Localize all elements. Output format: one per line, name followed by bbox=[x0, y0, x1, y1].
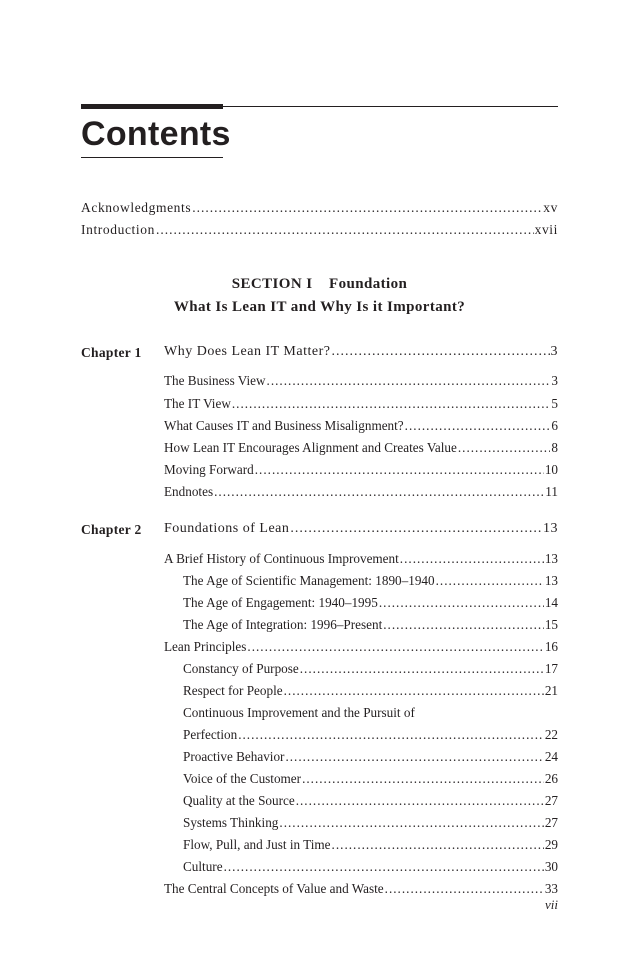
title-rule-thin bbox=[223, 106, 558, 107]
leader-dots bbox=[379, 595, 544, 611]
toc-entry-label: Introduction bbox=[81, 222, 155, 237]
toc-page-number: 3 bbox=[550, 344, 558, 359]
toc-entry-label: What Causes IT and Business Misalignment? bbox=[164, 418, 404, 433]
toc-subentry[interactable] bbox=[183, 661, 558, 677]
section-subheading: What Is Lean IT and Why Is it Important? bbox=[173, 299, 466, 315]
toc-subentry[interactable] bbox=[183, 683, 558, 699]
leader-dots bbox=[214, 484, 544, 500]
leader-dots bbox=[267, 373, 551, 389]
toc-entry-label: Lean Principles bbox=[164, 639, 247, 654]
toc-entry-label: The Age of Scientific Management: 1890–1940 bbox=[183, 573, 435, 588]
toc-entry-label: The Age of Integration: 1996–Present bbox=[183, 617, 383, 632]
toc-entry-label: Acknowledgments bbox=[81, 200, 192, 215]
leader-dots bbox=[302, 771, 544, 787]
toc-entry-label-continued[interactable]: Continuous Improvement and the Pursuit of bbox=[183, 705, 415, 720]
toc-entry-label: Constancy of Purpose bbox=[183, 661, 299, 676]
leader-dots bbox=[247, 639, 543, 655]
toc-entry-label: The Central Concepts of Value and Waste bbox=[164, 881, 384, 896]
leader-dots bbox=[383, 617, 544, 633]
leader-dots bbox=[331, 344, 549, 360]
toc-entry[interactable] bbox=[164, 462, 558, 478]
toc-entry[interactable] bbox=[164, 551, 558, 567]
toc-subentry[interactable] bbox=[183, 573, 558, 589]
toc-page-number: 26 bbox=[544, 771, 558, 786]
toc-entry-label: The Business View bbox=[164, 373, 266, 388]
leader-dots bbox=[255, 462, 544, 478]
leader-dots bbox=[400, 551, 544, 567]
leader-dots bbox=[458, 440, 551, 456]
toc-page-number: 17 bbox=[544, 661, 558, 676]
toc-page-number: 33 bbox=[544, 881, 558, 896]
toc-subentry[interactable] bbox=[183, 859, 558, 875]
toc-subentry[interactable] bbox=[183, 749, 558, 765]
toc-entry-label: Voice of the Customer bbox=[183, 771, 302, 786]
toc-page-number: xvii bbox=[534, 222, 558, 237]
toc-page-number: 27 bbox=[544, 815, 558, 830]
toc-entry[interactable] bbox=[164, 440, 558, 456]
toc-entry-label: Respect for People bbox=[183, 683, 283, 698]
toc-entry-label: Why Does Lean IT Matter? bbox=[164, 344, 331, 359]
leader-dots bbox=[192, 200, 542, 216]
toc-entry-label: Endnotes bbox=[164, 484, 214, 499]
toc-entry-label: Quality at the Source bbox=[183, 793, 295, 808]
toc-page-number: 14 bbox=[544, 595, 558, 610]
toc-entry-label: The Age of Engagement: 1940–1995 bbox=[183, 595, 378, 610]
toc-entry[interactable] bbox=[164, 639, 558, 655]
leader-dots bbox=[238, 727, 544, 743]
toc-page-number: xv bbox=[543, 200, 558, 215]
toc-chapter-1[interactable] bbox=[164, 344, 558, 360]
toc-entry[interactable] bbox=[164, 484, 558, 500]
leader-dots bbox=[290, 521, 542, 537]
leader-dots bbox=[279, 815, 543, 831]
leader-dots bbox=[232, 396, 551, 412]
toc-subentry[interactable] bbox=[183, 793, 558, 809]
toc-page-number: 27 bbox=[544, 793, 558, 808]
toc-page-number: 29 bbox=[544, 837, 558, 852]
toc-subentry[interactable] bbox=[183, 617, 558, 633]
toc-entry-label: Proactive Behavior bbox=[183, 749, 285, 764]
toc-entry[interactable] bbox=[164, 373, 558, 389]
toc-entry[interactable] bbox=[164, 881, 558, 897]
leader-dots bbox=[224, 859, 544, 875]
toc-subentry[interactable] bbox=[183, 815, 558, 831]
chapter-label: Chapter 2 bbox=[81, 522, 142, 537]
toc-subentry[interactable] bbox=[183, 837, 558, 853]
title-rule-thick bbox=[81, 104, 223, 109]
toc-page-number: 16 bbox=[544, 639, 558, 654]
chapter-label: Chapter 1 bbox=[81, 345, 142, 360]
leader-dots bbox=[296, 793, 544, 809]
toc-subentry[interactable] bbox=[183, 595, 558, 611]
toc-page-number: 5 bbox=[551, 396, 558, 411]
section-heading: SECTION I Foundation bbox=[231, 276, 408, 292]
toc-page-number: 30 bbox=[544, 859, 558, 874]
toc-chapter-2[interactable] bbox=[164, 521, 558, 537]
toc-page-number: 24 bbox=[544, 749, 558, 764]
toc-entry-label: A Brief History of Continuous Improvement bbox=[164, 551, 399, 566]
toc-page-number: 13 bbox=[543, 521, 558, 536]
toc-entry-label: Moving Forward bbox=[164, 462, 254, 477]
toc-page-number: 15 bbox=[544, 617, 558, 632]
toc-subentry[interactable] bbox=[183, 727, 558, 743]
toc-page-number: 22 bbox=[544, 727, 558, 742]
toc-page-number: 21 bbox=[544, 683, 558, 698]
leader-dots bbox=[300, 661, 544, 677]
page-title: Contents bbox=[81, 115, 231, 153]
toc-entry-acknowledgments[interactable] bbox=[81, 200, 558, 216]
leader-dots bbox=[332, 837, 544, 853]
toc-page-number: 6 bbox=[551, 418, 558, 433]
toc-entry-label: Culture bbox=[183, 859, 223, 874]
toc-entry-introduction[interactable] bbox=[81, 222, 558, 238]
leader-dots bbox=[405, 418, 551, 434]
title-underline bbox=[81, 157, 223, 158]
toc-page-number: 11 bbox=[545, 484, 558, 499]
toc-entry-label: Foundations of Lean bbox=[164, 521, 290, 536]
toc-page-number: 13 bbox=[544, 551, 558, 566]
toc-page-number: 10 bbox=[544, 462, 558, 477]
toc-entry[interactable] bbox=[164, 418, 558, 434]
leader-dots bbox=[436, 573, 544, 589]
toc-page-number: 13 bbox=[544, 573, 558, 588]
leader-dots bbox=[385, 881, 544, 897]
toc-entry-label: How Lean IT Encourages Alignment and Creates Value bbox=[164, 440, 457, 455]
toc-entry-label: Perfection bbox=[183, 727, 238, 742]
leader-dots bbox=[156, 222, 534, 238]
toc-subentry[interactable] bbox=[183, 771, 558, 787]
toc-page-number: 8 bbox=[551, 440, 558, 455]
toc-entry-label: The IT View bbox=[164, 396, 231, 411]
toc-entry-label: Systems Thinking bbox=[183, 815, 279, 830]
toc-entry-label: Flow, Pull, and Just in Time bbox=[183, 837, 331, 852]
toc-entry[interactable] bbox=[164, 396, 558, 412]
page-number: vii bbox=[545, 897, 558, 912]
toc-page-number: 3 bbox=[551, 373, 558, 388]
leader-dots bbox=[284, 683, 544, 699]
leader-dots bbox=[285, 749, 543, 765]
